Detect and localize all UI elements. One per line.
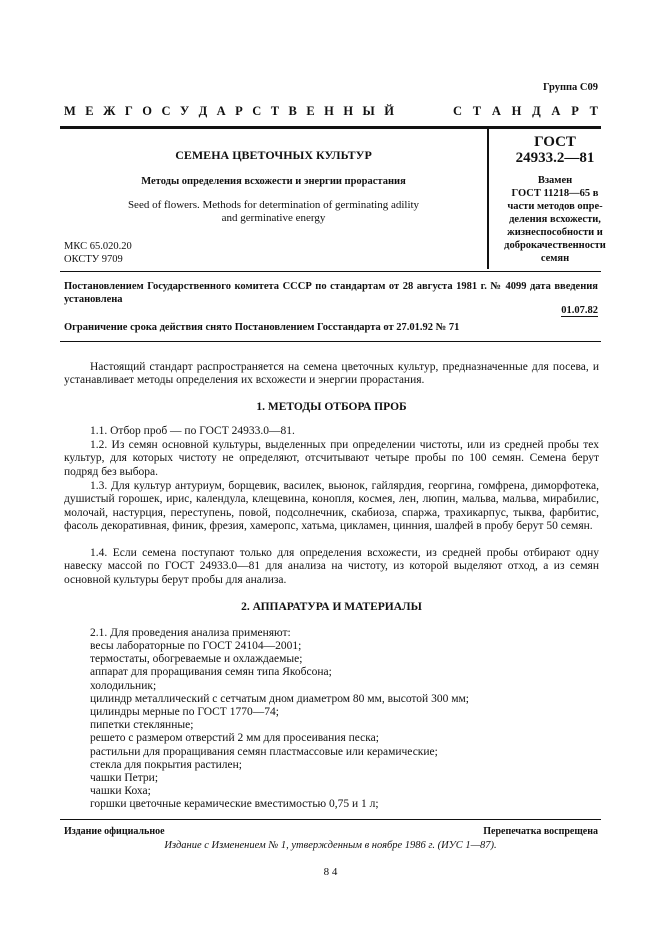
equipment-item: аппарат для проращивания семян типа Якобсона; xyxy=(90,666,332,679)
footer-rule xyxy=(60,819,601,820)
replaces-line: деления всхожести, xyxy=(509,214,601,225)
amendment-note: Издание с Изменением № 1, утвержденным в ноябре 1986 г. (ИУС 1—87). xyxy=(164,840,497,851)
banner-letter: О xyxy=(142,104,153,118)
replaces-line: жизнеспособности и xyxy=(507,227,603,238)
banner-letter: Н xyxy=(324,104,334,118)
paragraph-1-1: 1.1. Отбор проб — по ГОСТ 24933.0—81. xyxy=(90,425,295,437)
paragraph-1-4: 1.4. Если семена поступают только для определения всхожести, из средней пробы отбирают одну навеску массой по ГОСТ 24933.0—81 для анализа на чистоту, из которой выделяют отход, а из семян основной культуры берут пробы для анализа. xyxy=(64,547,599,586)
banner-letter: Д xyxy=(532,104,541,118)
paragraph-1-2: 1.2. Из семян основной культуры, выделенных при определении чистоты, или из средней пробы тех культур, для которых чистоту не определяют, отсчитывают четыре пробы по 100 семян. Семена берут подряд без выбора. xyxy=(64,439,599,478)
banner-letter: Р xyxy=(571,104,579,118)
equipment-item: цилиндр металлический с сетчатым дном диаметром 80 мм, высотой 300 мм; xyxy=(90,692,469,705)
banner-letter: Н xyxy=(511,104,522,118)
banner-letter: Т xyxy=(589,104,598,118)
banner-letter: В xyxy=(288,104,297,118)
mks-code: МКС 65.020.20 xyxy=(64,241,132,252)
banner-left-word xyxy=(64,104,394,119)
reprint-prohibited: Перепечатка воспрещена xyxy=(483,826,598,837)
banner-right-word xyxy=(453,104,598,119)
document-subtitle: Методы определения всхожести и энергии прорастания xyxy=(141,176,406,187)
gost-number: 24933.2—81 xyxy=(515,150,595,166)
page-number: 8 4 xyxy=(323,866,338,878)
paragraph-1-3: 1.3. Для культур антуриум, борщевик, василек, вьюнок, гайлярдия, георгина, гомфрена, диморфотека, душистый горошек, ирис, календула, клещевина, конопля, космея, лен, люпин, мальва, мальва, мирабилис, молочай, настурция, переступень, повой, подсолнечник, скабиоза, спаржа, трахикарпус, тыква, фарбитис, фасоль декоративная, финик, фрезия, хамеропс, хатьма, цикламен, цинния, шалфей в пробу берут 50 семян. xyxy=(64,480,599,533)
banner-letter: У xyxy=(179,104,190,118)
decree-date: 01.07.82 xyxy=(561,305,598,316)
paragraph-2-1: 2.1. Для проведения анализа применяют: xyxy=(90,627,291,639)
equipment-item: чашки Коха; xyxy=(90,785,151,798)
banner-letter: Г xyxy=(124,104,133,118)
banner-letter: А xyxy=(491,104,501,118)
banner-letter: А xyxy=(216,104,226,118)
title-divider xyxy=(487,129,489,269)
banner-letter: Н xyxy=(343,104,354,118)
banner-letter: Ж xyxy=(103,104,116,118)
section-2-heading: 2. АППАРАТУРА И МАТЕРИАЛЫ xyxy=(241,601,422,613)
replaces-note xyxy=(490,174,620,265)
gost-label: ГОСТ xyxy=(534,134,576,150)
header-rule xyxy=(60,126,601,129)
decree-bottom-rule xyxy=(60,341,601,342)
english-title-line: Seed of flowers. Methods for determination of germinating adility xyxy=(127,199,420,211)
replaces-line: доброкачественности xyxy=(504,240,606,251)
section-1-heading: 1. МЕТОДЫ ОТБОРА ПРОБ xyxy=(256,401,407,413)
banner-letter: Т xyxy=(472,104,482,118)
english-title-line: and germinative energy xyxy=(221,212,326,224)
english-title xyxy=(60,199,487,225)
banner-letter: С xyxy=(252,104,262,118)
intro-paragraph: Настоящий стандарт распространяется на семена цветочных культур, предназначенные для посева, и устанавливает методы определения их всхожести и энергии прорастания. xyxy=(64,361,599,387)
equipment-item: термостаты, обогреваемые и охлаждаемые; xyxy=(90,653,303,666)
equipment-list xyxy=(90,640,600,812)
replaces-line: ГОСТ 11218—65 в xyxy=(511,188,599,199)
equipment-item: пипетки стеклянные; xyxy=(90,719,194,732)
banner-letter: С xyxy=(161,104,171,118)
banner-letter: Й xyxy=(384,104,394,118)
classification-codes xyxy=(64,240,132,266)
equipment-item: чашки Петри; xyxy=(90,772,159,785)
equipment-item: цилиндры мерные по ГОСТ 1770—74; xyxy=(90,706,279,719)
banner-letter: Д xyxy=(198,104,208,118)
group-code: Группа С09 xyxy=(542,82,598,93)
document-title: СЕМЕНА ЦВЕТОЧНЫХ КУЛЬТУР xyxy=(175,148,372,162)
banner-letter: М xyxy=(64,104,76,118)
banner-letter: А xyxy=(551,104,561,118)
banner-letter: Е xyxy=(306,104,315,118)
standard-banner xyxy=(64,104,598,119)
equipment-item: весы лабораторные по ГОСТ 24104—2001; xyxy=(90,640,302,652)
equipment-item: холодильник; xyxy=(90,679,157,692)
equipment-item: решето с размером отверстий 2 мм для просеивания песка; xyxy=(90,732,379,745)
okstu-code: ОКСТУ 9709 xyxy=(64,254,123,265)
decree-text: Постановлением Государственного комитета СССР по стандартам от 28 августа 1981 г. № 4099 дата введения установлена xyxy=(64,281,598,305)
restriction-note: Ограничение срока действия снято Постановлением Госстандарта от 27.01.92 № 71 xyxy=(64,322,460,333)
equipment-item: горшки цветочные керамические вместимостью 0,75 и 1 л; xyxy=(90,798,379,811)
replaces-line: части методов опре- xyxy=(507,201,603,212)
banner-letter: Ы xyxy=(362,104,375,118)
replaces-line: Взамен xyxy=(537,175,573,186)
banner-letter: Т xyxy=(270,104,280,118)
official-edition: Издание официальное xyxy=(64,826,165,837)
gost-designation xyxy=(490,134,620,166)
equipment-item: растильни для проращивания семян пластмассовые или керамические; xyxy=(90,745,438,758)
banner-letter: С xyxy=(453,104,463,118)
replaces-line: семян xyxy=(540,253,570,264)
titleblock-bottom-rule xyxy=(60,271,601,272)
banner-letter: Р xyxy=(235,104,243,118)
banner-letter: Е xyxy=(85,104,94,118)
equipment-item: стекла для покрытия растилен; xyxy=(90,758,242,771)
